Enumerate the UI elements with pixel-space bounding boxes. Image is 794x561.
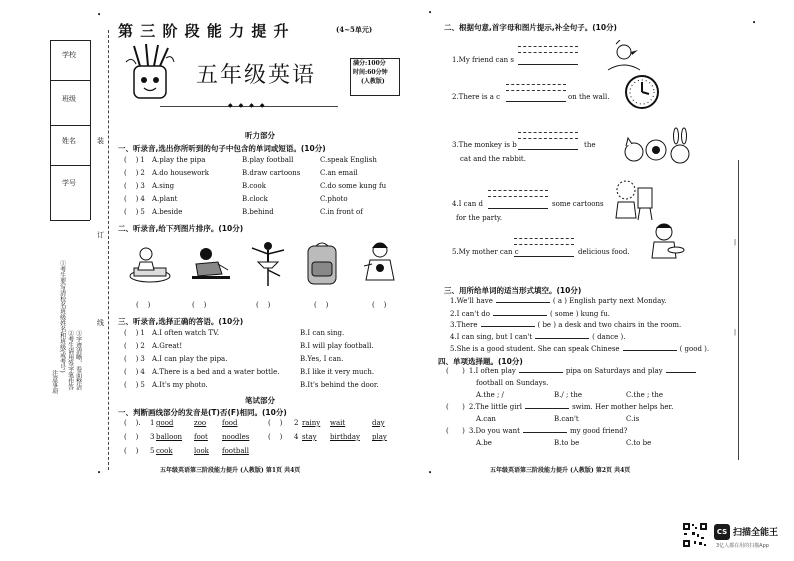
clock-icon [624, 74, 660, 110]
list-item: ( ) 5 A.beside B.behind C.in front of [124, 208, 363, 216]
marker-xian: 线 [97, 319, 104, 327]
l-q1-title: 一、听录音,选出你所听到的句子中包含的单词或短语。(10分) [118, 144, 326, 153]
time-info: 时间:60分钟 [353, 69, 388, 76]
name-label: 姓名 [62, 137, 76, 145]
r-q3-item-5: 5.She is a good student. She can speak Chinese ( good ). [450, 345, 710, 353]
notice-1: ①考生要写清校名班级姓名和班级(或考号) [58, 260, 66, 373]
r-q3-item-1: 1.We'll have ( a ) English party next Monday. [450, 297, 667, 305]
drawing-kid-icon [612, 178, 654, 222]
l-q4-title: 一、判断画线部分的发音是(T)否(F)相同。(10分) [118, 408, 287, 417]
backpack-icon [302, 240, 342, 286]
school-label: 学校 [62, 51, 76, 59]
r-q2-item-3: 3.The monkey is b [452, 141, 517, 149]
list-item: ( ) 3 A.I can play the pipa. B.Yes, I can. [124, 355, 344, 363]
r-q4-item-1-opts: A.the ; / B./ ; the C.the ; the [476, 391, 664, 399]
l-q3-title: 三、听录音,选择正确的答语。(10分) [118, 317, 244, 326]
exam-units: (4~5单元) [336, 25, 373, 34]
subject-title: 五年级英语 [196, 63, 317, 88]
listening-title: 听力部分 [245, 131, 275, 140]
r-q4-item-1-cont: football on Sundays. [476, 379, 549, 387]
list-item: ( ) 3 A.sing B.cook C.do some kung fu [124, 182, 387, 190]
r-q4-item-2-opts: A.can B.can't C.is [476, 415, 640, 423]
cooking-mother-icon [646, 222, 686, 262]
sidebar [50, 30, 105, 470]
student-id-label: 学号 [62, 179, 76, 187]
written-title: 笔试部分 [245, 396, 275, 405]
list-item: ( ) 2 A.do housework B.draw cartoons C.an email [124, 169, 358, 177]
scanner-name: 扫描全能王 [733, 528, 779, 538]
r-q4-item-3: ( ) 3.Do you want my good friend? [446, 427, 628, 435]
r-q4-item-2: ( ) 2.The little girl swim. Her mother helps her. [446, 403, 674, 411]
info-box [350, 58, 400, 96]
l-q1-list [124, 157, 414, 222]
monkey-cat-rabbit-icon [622, 124, 694, 170]
r-q3-item-2: 2.I can't do ( some ) kung fu. [450, 310, 610, 318]
edition-info: (人教版) [361, 78, 385, 85]
r-q2-item-4-cont: for the party. [456, 214, 503, 222]
list-item: ( ) 3 balloon foot noodles ( ) 4 stay birthday play [124, 433, 387, 441]
list-item: ( ) 1 A.play the pipa B.play football C.speak English [124, 156, 377, 164]
painting-girl-icon [358, 240, 402, 286]
list-item: ( ) 1 . good zoo food ( ) 2 rainy wait day [124, 419, 385, 427]
l-q2-title: 二、听录音,给下列图片排序。(10分) [118, 224, 244, 233]
r-q2-title: 二、根据句意,首字母和图片提示,补全句子。(10分) [444, 23, 617, 32]
r-q4-title: 四、单项选择题。(10分) [438, 357, 523, 366]
score-info: 满分:100分 [353, 60, 386, 67]
writing-kid-icon [188, 244, 234, 284]
qr-code-icon [682, 522, 708, 548]
scanner-logo-icon: CS [714, 524, 730, 540]
r-q2-item-3-cont: cat and the rabbit. [460, 155, 526, 163]
ballet-dancer-icon [248, 240, 288, 288]
notice-3: ③字迹清晰，卷面整洁 [74, 330, 82, 390]
list-item: ( ) 4 A.plant B.clock C.photo [124, 195, 348, 203]
scanner-subtitle: 3亿人都在用的扫描App [716, 543, 769, 549]
r-q4-item-1: ( ) 1.I often play pipa on Saturdays and play [446, 368, 696, 375]
list-item: ( ) 1 A.I often watch TV. B.I can sing. [124, 329, 345, 337]
pencil-cup-icon [120, 42, 180, 104]
r-q2-item-4: 4.I can d [452, 200, 483, 208]
exam-title: 第 三 阶 段 能 力 提 升 [118, 22, 290, 40]
binding-line [108, 30, 109, 470]
list-item: ( ) 2 A.Great! B.I will play football. [124, 342, 374, 350]
r-q3-item-3: 3.There ( be ) a desk and two chairs in the room. [450, 321, 682, 329]
marker-ding: 订 [97, 231, 104, 239]
left-footer: 五年级英语第三阶段能力提升 (人教版) 第1页 共4页 [160, 467, 301, 474]
marker-zhuang: 装 [97, 137, 104, 145]
r-q3-item-4: 4.I can sing, but I can't ( dance ). [450, 333, 626, 341]
r-q2-item-5: 5.My mother can c [452, 248, 519, 256]
r-q2-item-2: 2.There is a c [452, 93, 501, 101]
cooking-kid-icon [126, 244, 174, 284]
list-item: ( ) 5 A.It's my photo. B.It's behind the door. [124, 381, 379, 389]
list-item: ( ) 4 A.There is a bed and a water bottle. B.I like it very much. [124, 368, 375, 376]
right-footer: 五年级英语第三阶段能力提升 (人教版) 第2页 共4页 [490, 467, 631, 474]
l-q4-list [124, 420, 414, 462]
r-q3-title: 三、用所给单词的适当形式填空。(10分) [444, 286, 582, 295]
class-label: 班级 [62, 95, 76, 103]
notice-2: ②考生请用签字笔作答 [66, 330, 74, 390]
singing-bird-icon [604, 40, 644, 74]
r-q4-item-3-opts: A.be B.to be C.to be [476, 439, 652, 447]
notice-title: 注意事项 [50, 370, 58, 394]
r-q2-item-1: 1.My friend can s [452, 56, 514, 64]
l-q3-list [124, 330, 414, 395]
list-item: ( ) 5 cook look football [124, 447, 249, 455]
